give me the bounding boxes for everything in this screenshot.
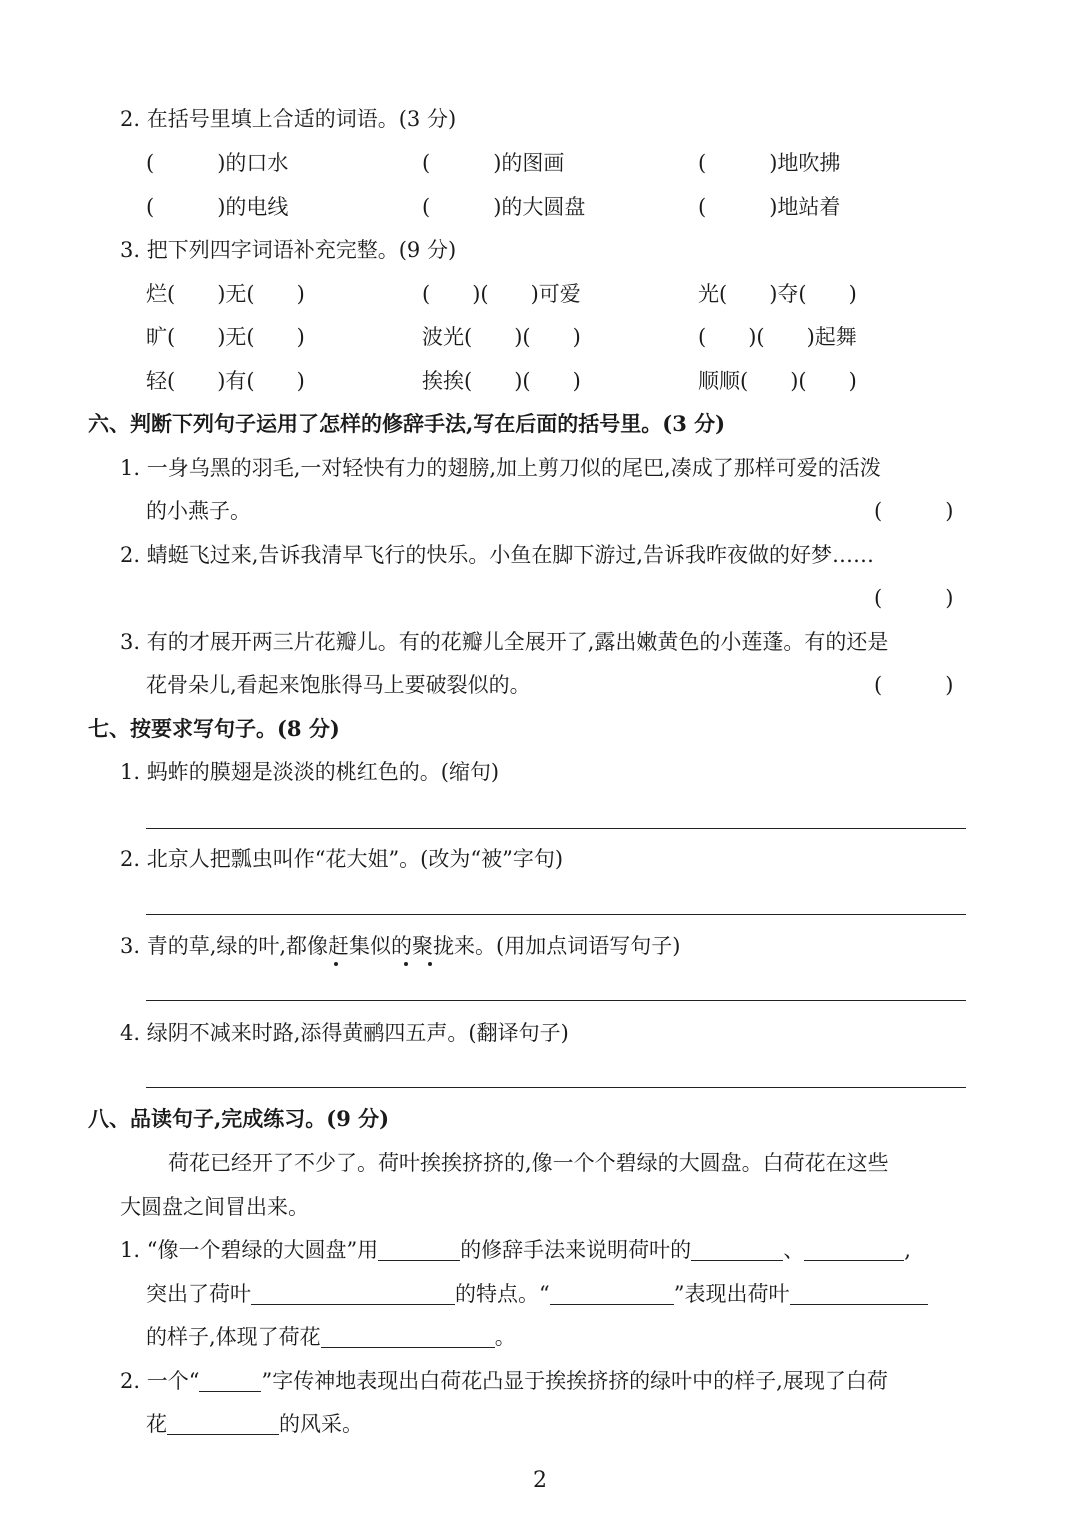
s8-q1-line1 bbox=[120, 1235, 911, 1265]
q3-r3-c2: 挨挨( )( ) bbox=[422, 369, 581, 393]
s6-item2-answer-paren[interactable]: ( ) bbox=[874, 586, 954, 610]
s8-q1-blank-reflect[interactable] bbox=[321, 1325, 495, 1348]
s8-q1-blank-look[interactable] bbox=[790, 1282, 928, 1305]
s8-q1-text-h: 的样子,体现了荷花 bbox=[146, 1325, 321, 1349]
s8-q1-line3 bbox=[146, 1322, 516, 1352]
q2-r1-c2: ( )的图画 bbox=[422, 151, 565, 175]
q3-r2-c3: ( )( )起舞 bbox=[698, 325, 857, 349]
s8-passage-line2: 大圆盘之间冒出来。 bbox=[120, 1195, 309, 1219]
s7-item3: 3. 青的草,绿的叶,都像赶集似的聚拢来。(用加点词语写句子) bbox=[120, 934, 681, 958]
s6-item1-line1: 1. 一身乌黑的羽毛,一对轻快有力的翅膀,加上剪刀似的尾巴,凑成了那样可爱的活泼 bbox=[120, 456, 881, 480]
s8-q2-blank-char[interactable] bbox=[199, 1369, 261, 1392]
q2-title: 2. 在括号里填上合适的词语。(3 分) bbox=[120, 107, 457, 131]
s8-q1-text-i: 。 bbox=[494, 1325, 516, 1349]
s8-q2-line2 bbox=[146, 1409, 363, 1439]
s6-item3-line1: 3. 有的才展开两三片花瓣儿。有的花瓣儿全展开了,露出嫩黄色的小莲蓬。有的还是 bbox=[120, 630, 889, 654]
s8-passage-line1: 荷花已经开了不少了。荷叶挨挨挤挤的,像一个个碧绿的大圆盘。白荷花在这些 bbox=[168, 1151, 889, 1175]
s6-item1-line2: 的小燕子。 bbox=[146, 499, 251, 523]
section-7-heading: 七、按要求写句子。(8 分) bbox=[88, 716, 340, 741]
emphasis-dot bbox=[404, 962, 408, 966]
q2-r2-c1: ( )的电线 bbox=[146, 195, 289, 219]
s7-item1: 1. 蚂蚱的膜翅是淡淡的桃红色的。(缩句) bbox=[120, 760, 500, 784]
s7-item4-answer-line[interactable] bbox=[146, 1087, 966, 1088]
s8-q2-text-c: 花 bbox=[146, 1412, 167, 1436]
s6-item1-answer-paren[interactable]: ( ) bbox=[874, 499, 954, 523]
emphasis-dot bbox=[334, 962, 338, 966]
q3-r2-c2: 波光( )( ) bbox=[422, 325, 581, 349]
s8-q1-blank-trait2[interactable] bbox=[804, 1238, 904, 1261]
s7-item2-answer-line[interactable] bbox=[146, 914, 966, 915]
q3-r2-c1: 旷( )无( ) bbox=[146, 325, 305, 349]
q3-r3-c3: 顺顺( )( ) bbox=[698, 369, 857, 393]
s8-q2-text-d: 的风采。 bbox=[279, 1412, 363, 1436]
s8-q2-text-a: 2. 一个“ bbox=[120, 1369, 200, 1393]
q3-title: 3. 把下列四字词语补充完整。(9 分) bbox=[120, 238, 457, 262]
s6-item2-line1: 2. 蜻蜓飞过来,告诉我清早飞行的快乐。小鱼在脚下游过,告诉我昨夜做的好梦…… bbox=[120, 543, 875, 567]
section-8-heading: 八、品读句子,完成练习。(9 分) bbox=[88, 1106, 390, 1131]
s7-item3-answer-line[interactable] bbox=[146, 1000, 966, 1001]
s8-q1-line2 bbox=[146, 1279, 928, 1309]
s6-item3-answer-paren[interactable]: ( ) bbox=[874, 673, 954, 697]
s8-q1-blank-feature[interactable] bbox=[251, 1282, 455, 1305]
q3-r1-c2: ( )( )可爱 bbox=[422, 282, 581, 306]
q3-r1-c1: 烂( )无( ) bbox=[146, 282, 305, 306]
s8-q1-text-c: 、 bbox=[783, 1238, 805, 1262]
section-6-heading: 六、判断下列句子运用了怎样的修辞手法,写在后面的括号里。(3 分) bbox=[88, 411, 726, 436]
q2-r2-c2: ( )的大圆盘 bbox=[422, 195, 586, 219]
s8-q1-blank-rhetoric[interactable] bbox=[378, 1238, 460, 1261]
q2-r2-c3: ( )地站着 bbox=[698, 195, 841, 219]
page-number: 2 bbox=[533, 1468, 547, 1493]
s8-q2-blank-grace[interactable] bbox=[167, 1412, 279, 1435]
s6-item3-line2: 花骨朵儿,看起来饱胀得马上要破裂似的。 bbox=[146, 673, 531, 697]
s8-q1-text-b: 的修辞手法来说明荷叶的 bbox=[460, 1238, 692, 1262]
s8-q2-text-b: ”字传神地表现出白荷花凸显于挨挨挤挤的绿叶中的样子,展现了白荷 bbox=[261, 1369, 888, 1393]
q3-r1-c3: 光( )夺( ) bbox=[698, 282, 857, 306]
s8-q1-text-f: 的特点。“ bbox=[455, 1282, 550, 1306]
emphasis-dot bbox=[428, 962, 432, 966]
q2-r1-c3: ( )地吹拂 bbox=[698, 151, 841, 175]
s8-q1-text-e: 突出了荷叶 bbox=[146, 1282, 251, 1306]
s7-item2: 2. 北京人把瓢虫叫作“花大姐”。(改为“被”字句) bbox=[120, 847, 564, 871]
s8-q1-text-g: ”表现出荷叶 bbox=[673, 1282, 790, 1306]
s8-q1-text-a: 1. “像一个碧绿的大圆盘”用 bbox=[120, 1238, 379, 1262]
s7-item1-answer-line[interactable] bbox=[146, 828, 966, 829]
s8-q1-text-d: , bbox=[904, 1238, 911, 1262]
q3-r3-c1: 轻( )有( ) bbox=[146, 369, 305, 393]
s7-item4: 4. 绿阴不减来时路,添得黄鹂四五声。(翻译句子) bbox=[120, 1021, 569, 1045]
s8-q1-blank-trait1[interactable] bbox=[691, 1238, 783, 1261]
q2-r1-c1: ( )的口水 bbox=[146, 151, 289, 175]
s8-q1-blank-word[interactable] bbox=[550, 1282, 674, 1305]
s8-q2-line1 bbox=[120, 1366, 888, 1396]
